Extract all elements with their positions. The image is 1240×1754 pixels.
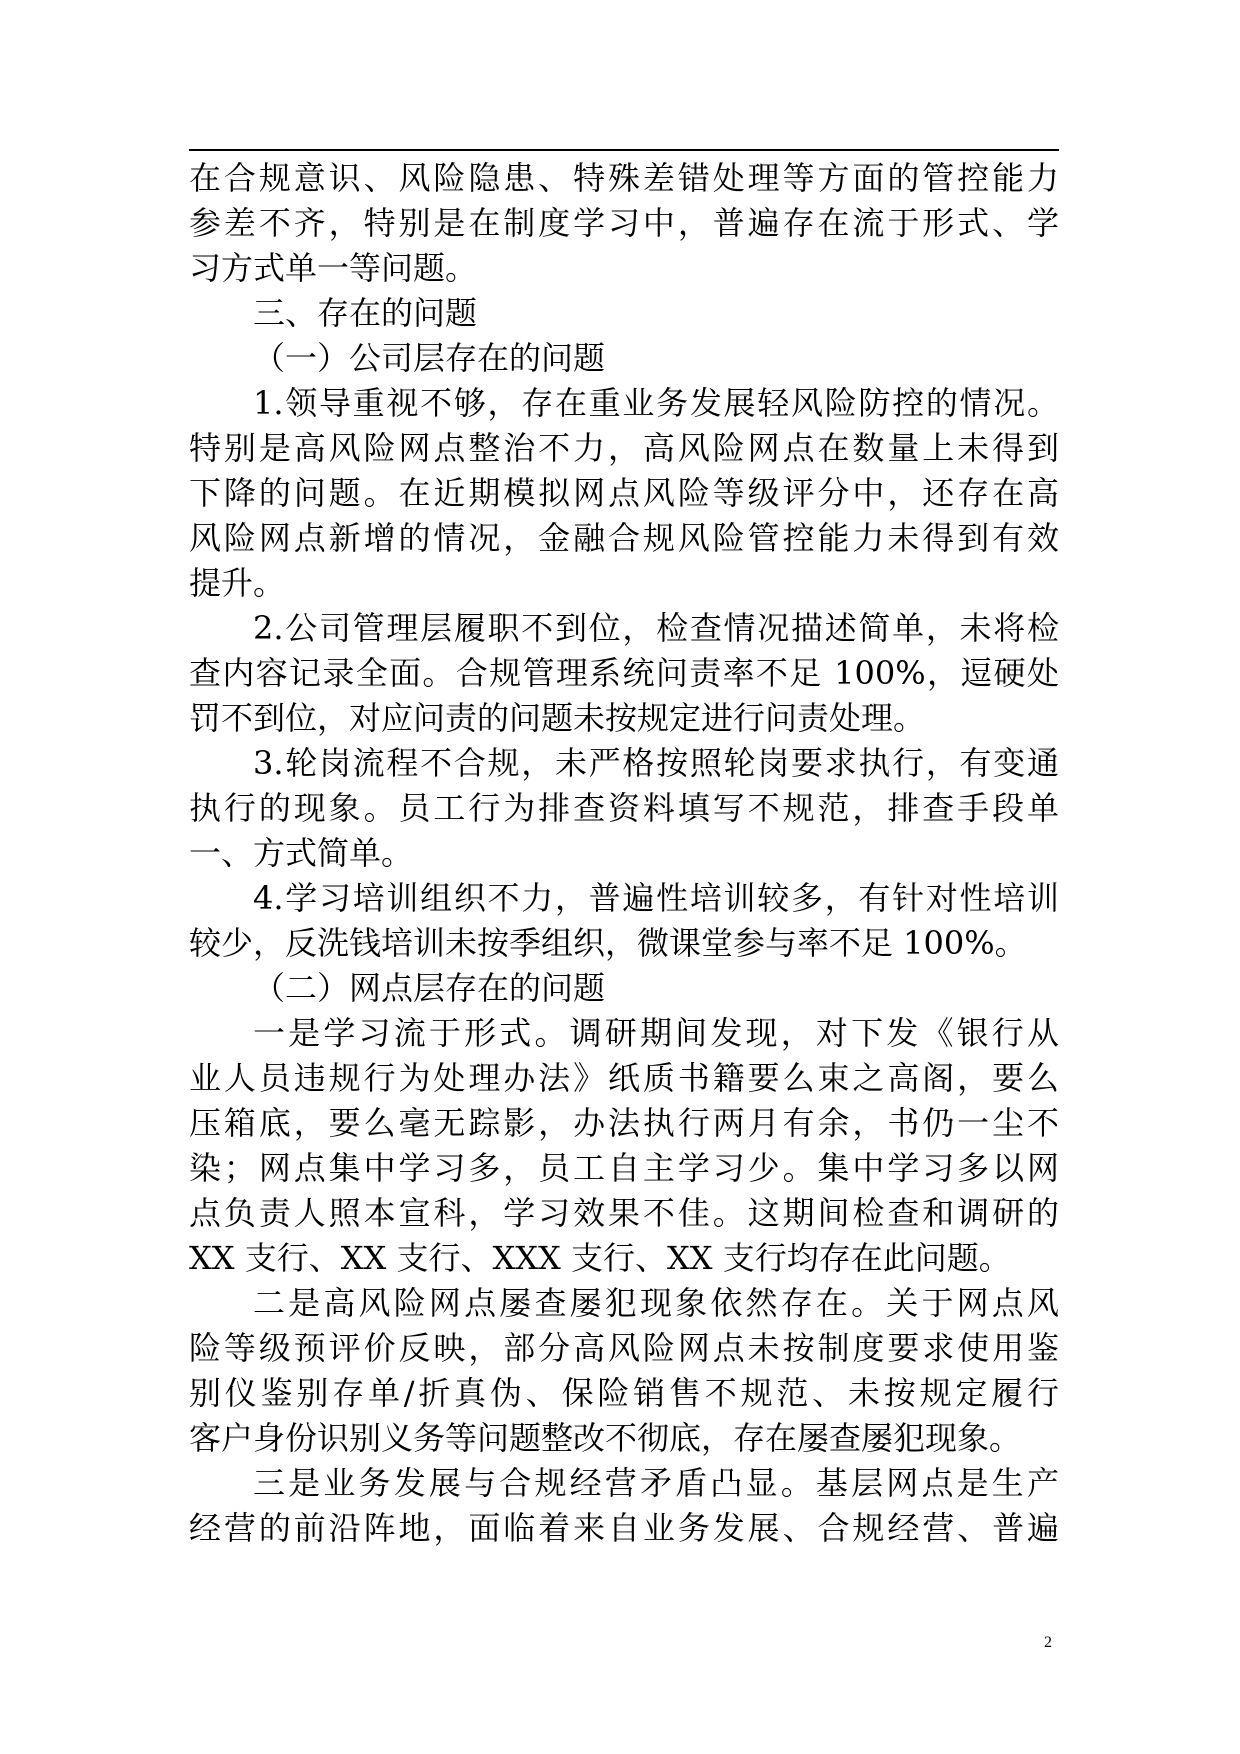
text-line: 别仪鉴别存单/折真伪、保险销售不规范、未按规定履行: [189, 1374, 1059, 1412]
text-line: 压箱底，要么毫无踪影，办法执行两月有余，书仍一尘不: [189, 1104, 1059, 1142]
page-number: 2: [1044, 1634, 1052, 1651]
text-line: 3.轮岗流程不合规，未严格按照轮岗要求执行，有变通: [253, 744, 1059, 782]
text-line: 较少，反洗钱培训未按季组织，微课堂参与率不足 100%。: [189, 924, 1027, 962]
text-line: 查内容记录全面。合规管理系统问责率不足 100%，逗硬处: [189, 654, 1059, 692]
text-line: 习方式单一等问题。: [189, 249, 478, 287]
text-line: （一）公司层存在的问题: [253, 339, 606, 377]
text-line: 客户身份识别义务等问题整改不彻底，存在屡查屡犯现象。: [189, 1419, 1022, 1457]
text-line: 一、方式简单。: [189, 834, 414, 872]
text-line: 险等级预评价反映，部分高风险网点未按制度要求使用鉴: [189, 1329, 1059, 1367]
text-line: 罚不到位，对应问责的问题未按规定进行问责处理。: [189, 699, 926, 737]
text-line: 执行的现象。员工行为排查资料填写不规范，排查手段单: [189, 789, 1059, 827]
text-line: 2.公司管理层履职不到位，检查情况描述简单，未将检: [253, 609, 1059, 647]
text-line: （二）网点层存在的问题: [253, 969, 606, 1007]
text-line: 经营的前沿阵地，面临着来自业务发展、合规经营、普遍: [189, 1509, 1059, 1547]
text-line: XX 支行、XX 支行、XXX 支行、XX 支行均存在此问题。: [189, 1239, 1011, 1277]
text-line: 业人员违规行为处理办法》纸质书籍要么束之高阁，要么: [189, 1059, 1059, 1097]
text-line: 风险网点新增的情况，金融合规风险管控能力未得到有效: [189, 519, 1059, 557]
text-line: 二是高风险网点屡查屡犯现象依然存在。关于网点风: [253, 1284, 1059, 1322]
text-line: 三是业务发展与合规经营矛盾凸显。基层网点是生产: [253, 1464, 1059, 1502]
text-line: 三、存在的问题: [253, 294, 478, 332]
text-line: 参差不齐，特别是在制度学习中，普遍存在流于形式、学: [189, 204, 1059, 242]
text-line: 一是学习流于形式。调研期间发现，对下发《银行从: [253, 1014, 1059, 1052]
text-line: 特别是高风险网点整治不力，高风险网点在数量上未得到: [189, 429, 1059, 467]
header-rule: [189, 149, 1059, 151]
text-line: 1.领导重视不够，存在重业务发展轻风险防控的情况。: [253, 384, 1059, 422]
text-line: 染；网点集中学习多，员工自主学习少。集中学习多以网: [189, 1149, 1059, 1187]
body-text: [189, 156, 1059, 1551]
text-line: 在合规意识、风险隐患、特殊差错处理等方面的管控能力: [189, 159, 1059, 197]
text-line: 4.学习培训组织不力，普遍性培训较多，有针对性培训: [253, 879, 1059, 917]
text-line: 点负责人照本宣科，学习效果不佳。这期间检查和调研的: [189, 1194, 1059, 1232]
text-line: 提升。: [189, 564, 286, 602]
text-line: 下降的问题。在近期模拟网点风险等级评分中，还存在高: [189, 474, 1059, 512]
